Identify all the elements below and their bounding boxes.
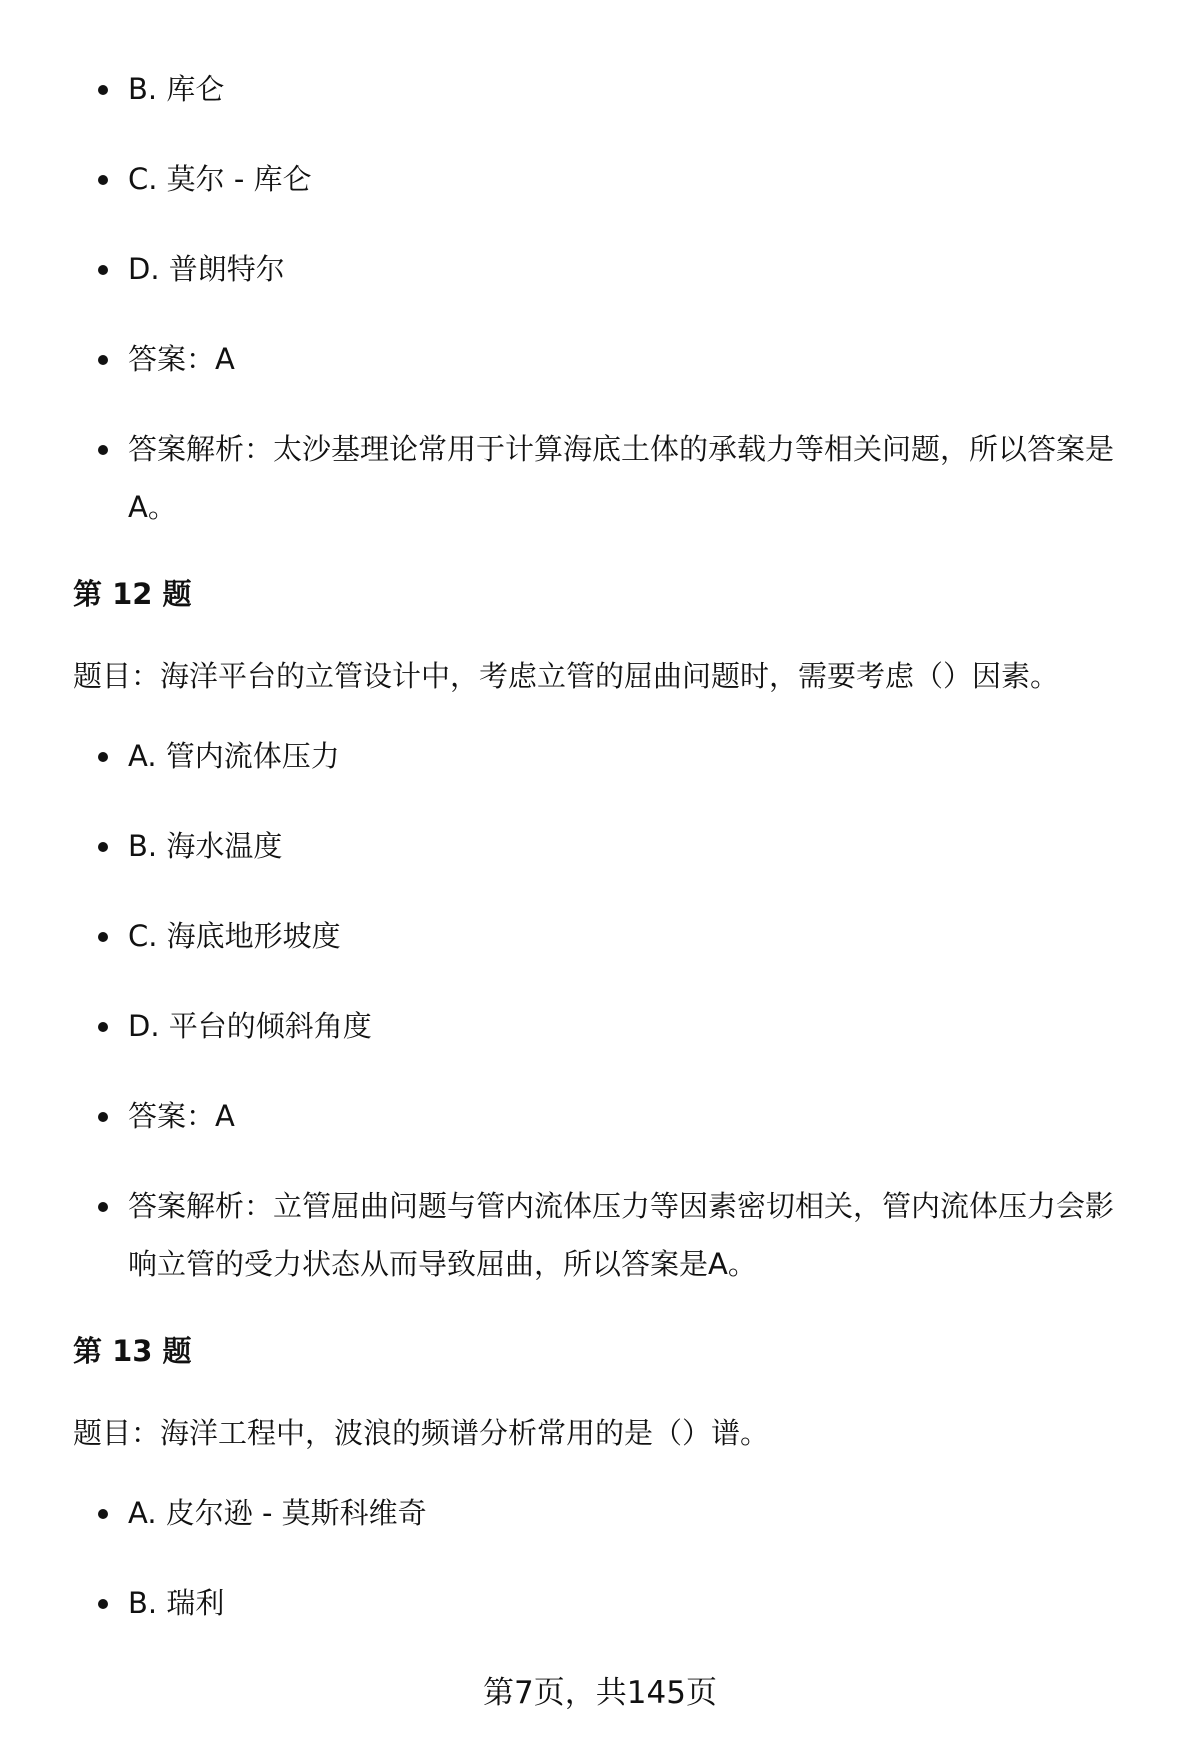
option-item: D. 普朗特尔 <box>0 240 1200 298</box>
question-prompt: 题目：海洋工程中，波浪的频谱分析常用的是（）谱。 <box>73 1416 770 1450</box>
answer-item: 答案：A <box>0 330 1200 388</box>
question-13-list <box>0 1484 1200 1632</box>
analysis-item: 答案解析：太沙基理论常用于计算海底土体的承载力等相关问题，所以答案是A。 <box>0 420 1200 536</box>
page-footer: 第7页，共145页 <box>483 1675 717 1711</box>
question-prompt: 题目：海洋平台的立管设计中，考虑立管的屈曲问题时，需要考虑（）因素。 <box>73 659 1060 693</box>
option-item: C. 海底地形坡度 <box>0 907 1200 965</box>
analysis-item: 答案解析：立管屈曲问题与管内流体压力等因素密切相关，管内流体压力会影响立管的受力状态从而导致屈曲，所以答案是A。 <box>0 1177 1200 1293</box>
option-item: C. 莫尔 - 库仑 <box>0 150 1200 208</box>
question-12-list <box>0 727 1200 1293</box>
option-item: D. 平台的倾斜角度 <box>0 997 1200 1055</box>
option-item: B. 库仑 <box>0 60 1200 118</box>
option-item: B. 瑞利 <box>0 1574 1200 1632</box>
question-heading: 第 13 题 <box>73 1334 192 1368</box>
option-item: B. 海水温度 <box>0 817 1200 875</box>
option-item: A. 皮尔逊 - 莫斯科维奇 <box>0 1484 1200 1542</box>
question-heading: 第 12 题 <box>73 577 192 611</box>
option-item: A. 管内流体压力 <box>0 727 1200 785</box>
answer-item: 答案：A <box>0 1087 1200 1145</box>
prev-question-list <box>0 60 1200 536</box>
